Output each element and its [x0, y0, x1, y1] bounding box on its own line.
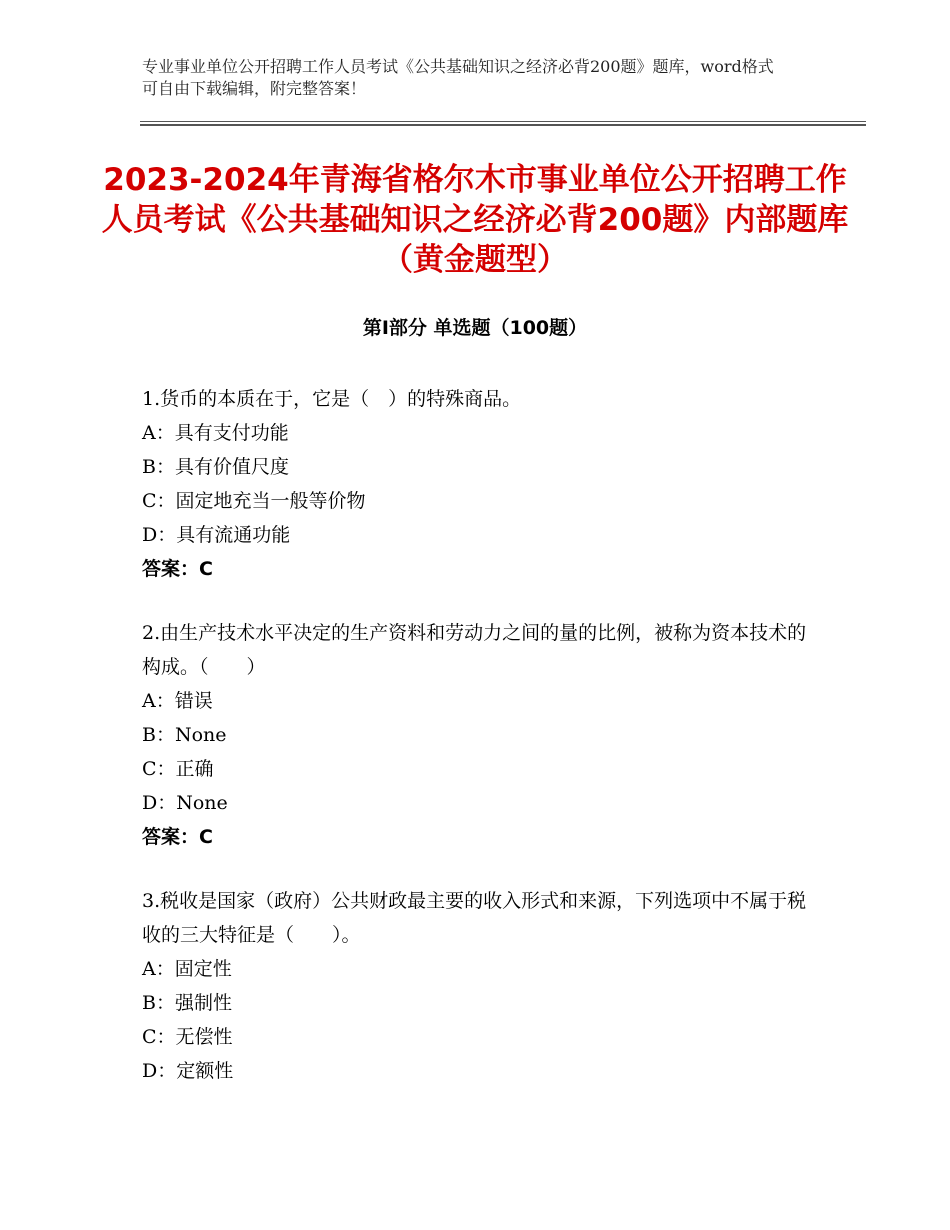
option-b: B：具有价值尺度: [142, 456, 289, 478]
option-a: A：错误: [142, 690, 213, 712]
question-3: [142, 884, 822, 1088]
question-text: 2.由生产技术水平决定的生产资料和劳动力之间的量的比例，被称为资本技术的构成。（ ）: [142, 622, 807, 678]
header-note: 专业事业单位公开招聘工作人员考试《公共基础知识之经济必背200题》题库，word格式可自由下载编辑，附完整答案！: [142, 57, 774, 98]
option-a: A：具有支付功能: [142, 422, 289, 444]
header-divider: [140, 121, 866, 126]
option-d: D：None: [142, 792, 228, 814]
option-d: D：具有流通功能: [142, 524, 291, 546]
question-1: [142, 382, 822, 586]
answer: 答案：C: [142, 826, 213, 848]
option-c: C：无偿性: [142, 1026, 233, 1048]
question-list: [142, 382, 822, 1118]
option-b: B：None: [142, 724, 227, 746]
option-d: D：定额性: [142, 1060, 234, 1082]
section-title: 第Ⅰ部分 单选题（100题）: [362, 317, 588, 339]
option-a: A：固定性: [142, 958, 232, 980]
answer: 答案：C: [142, 558, 213, 580]
question-text: 1.货币的本质在于，它是（ ）的特殊商品。: [142, 388, 522, 410]
option-c: C：固定地充当一般等价物: [142, 490, 366, 512]
question-text: 3.税收是国家（政府）公共财政最主要的收入形式和来源，下列选项中不属于税收的三大特征是（ ）。: [142, 890, 807, 946]
document-title: 2023-2024年青海省格尔木市事业单位公开招聘工作人员考试《公共基础知识之经济必背200题》内部题库（黄金题型）: [101, 162, 849, 278]
question-2: [142, 616, 822, 854]
option-b: B：强制性: [142, 992, 232, 1014]
option-c: C：正确: [142, 758, 214, 780]
